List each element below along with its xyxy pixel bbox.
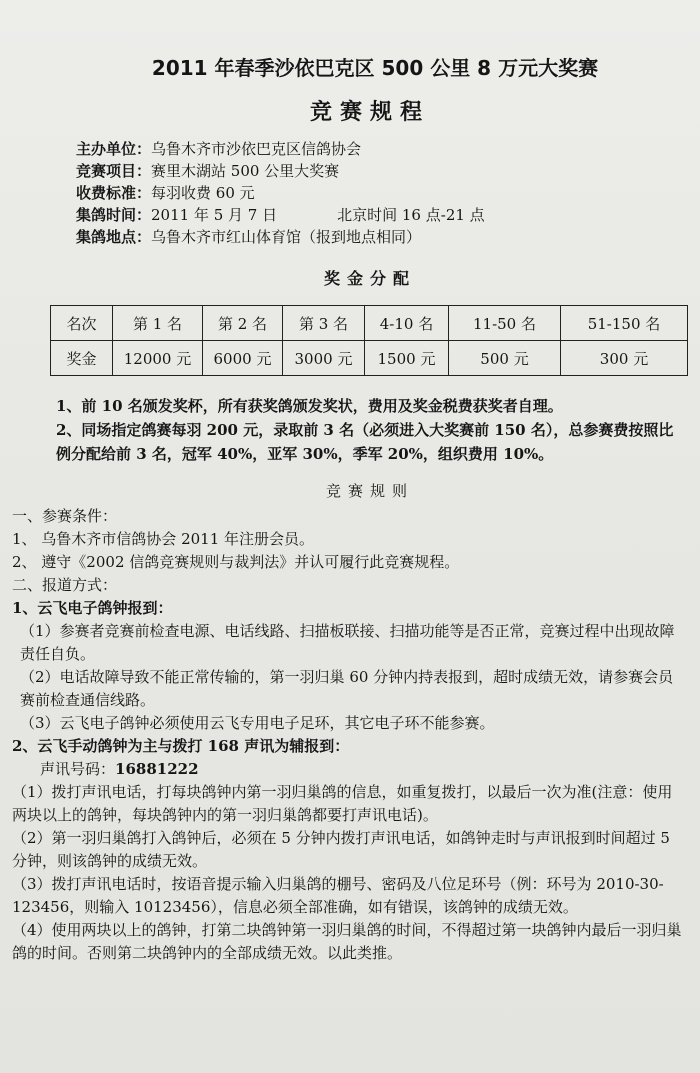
note-item: 1、前 10 名颁发奖杯，所有获奖鸽颁发奖状，费用及奖金税费获奖者自理。 <box>56 397 563 415</box>
rules-subheading: 1、云飞电子鸽钟报到： <box>12 599 173 617</box>
info-value: 乌鲁木齐市红山体育馆（报到地点相同） <box>151 228 422 246</box>
rules-paragraph: （3）拨打声讯电话时，按语音提示输入归巢鸽的棚号、密码及八位足环号（例：环号为 2010-30-123456，则输入 10123456），信息必须全部准确，如有错误，该鸽钟的成绩无效。 <box>12 875 664 916</box>
info-time <box>76 204 684 226</box>
table-cell: 第 3 名 <box>283 306 365 341</box>
rules-paragraph: 2、 遵守《2002 信鸽竞赛规则与裁判法》并认可履行此竞赛规程。 <box>12 553 460 571</box>
info-event <box>76 160 684 182</box>
prize-table-row <box>51 341 688 376</box>
table-cell: 11-50 名 <box>449 306 561 341</box>
rules-subheading: 2、云飞手动鸽钟为主与拨打 168 声讯为辅报到： <box>12 737 350 755</box>
info-value: 2011 年 5 月 7 日 <box>151 206 278 224</box>
table-cell: 12000 元 <box>113 341 203 376</box>
rules-paragraph: （1）参赛者竞赛前检查电源、电话线路、扫描板联接、扫描功能等是否正常，竞赛过程中出现故障责任自负。 <box>20 622 675 663</box>
document-subtitle: 竞赛规程 <box>309 100 430 125</box>
table-cell: 4-10 名 <box>365 306 449 341</box>
rules-heading: 一、参赛条件： <box>12 507 118 525</box>
info-extra: 北京时间 16 点-21 点 <box>337 206 485 224</box>
table-cell: 3000 元 <box>283 341 365 376</box>
rules-paragraph: （4）使用两块以上的鸽钟，打第二块鸽钟第一羽归巢鸽的时间，不得超过第一块鸽钟内最后一羽归巢鸽的时间。否则第二块鸽钟内的全部成绩无效。以此类推。 <box>12 921 682 962</box>
rules-heading: 二、报道方式： <box>12 576 118 594</box>
prize-table <box>50 305 688 376</box>
rules-paragraph: （1）拨打声讯电话，打每块鸽钟内第一羽归巢鸽的信息，如重复拨打，以最后一次为准(注意：使用两块以上的鸽钟，每块鸽钟内的第一羽归巢鸽都要打声讯电话)。 <box>12 783 673 824</box>
table-cell: 6000 元 <box>203 341 283 376</box>
info-label: 集鸽时间： <box>76 206 152 224</box>
prize-table-header-row <box>51 306 688 341</box>
info-value: 乌鲁木齐市沙依巴克区信鸽协会 <box>151 140 362 158</box>
info-block <box>76 138 684 248</box>
table-cell: 51-150 名 <box>561 306 688 341</box>
table-cell: 奖金 <box>51 341 113 376</box>
table-cell: 1500 元 <box>365 341 449 376</box>
table-cell: 第 1 名 <box>113 306 203 341</box>
phone-label: 声讯号码： <box>40 760 116 778</box>
info-label: 集鸽地点： <box>76 228 152 246</box>
document-title: 2011 年春季沙依巴克区 500 公里 8 万元大奖赛 <box>151 56 599 80</box>
phone-number: 16881222 <box>115 760 199 778</box>
table-cell: 500 元 <box>449 341 561 376</box>
prize-section-title: 奖金分配 <box>323 269 416 288</box>
info-value: 赛里木湖站 500 公里大奖赛 <box>151 162 340 180</box>
prize-notes <box>56 394 684 466</box>
info-label: 主办单位： <box>76 140 152 158</box>
phone-line <box>12 758 684 781</box>
info-fee <box>76 182 684 204</box>
rules-paragraph: （3）云飞电子鸽钟必须使用云飞专用电子足环，其它电子环不能参赛。 <box>20 714 495 732</box>
table-cell: 名次 <box>51 306 113 341</box>
table-cell: 第 2 名 <box>203 306 283 341</box>
info-location <box>76 226 684 248</box>
info-label: 收费标准： <box>76 184 152 202</box>
rules-paragraph: （2）电话故障导致不能正常传输的，第一羽归巢 60 分钟内持表报到，超时成绩无效，请参赛会员赛前检查通信线路。 <box>20 668 674 709</box>
info-organizer <box>76 138 684 160</box>
rules-body <box>12 505 684 965</box>
table-cell: 300 元 <box>561 341 688 376</box>
info-label: 竞赛项目： <box>76 162 152 180</box>
rules-paragraph: 1、 乌鲁木齐市信鸽协会 2011 年注册会员。 <box>12 530 315 548</box>
rules-paragraph: （2）第一羽归巢鸽打入鸽钟后，必须在 5 分钟内拨打声讯电话，如鸽钟走时与声讯报到时间超过 5 分钟，则该鸽钟的成绩无效。 <box>12 829 670 870</box>
note-item: 2、同场指定鸽赛每羽 200 元，录取前 3 名（必须进入大奖赛前 150 名），总参赛费按照比例分配给前 3 名，冠军 40%，亚军 30%，季军 20%，组织费用 10%。 <box>56 421 674 463</box>
info-value: 每羽收费 60 元 <box>151 184 255 202</box>
rules-section-title: 竞赛规则 <box>325 482 414 500</box>
